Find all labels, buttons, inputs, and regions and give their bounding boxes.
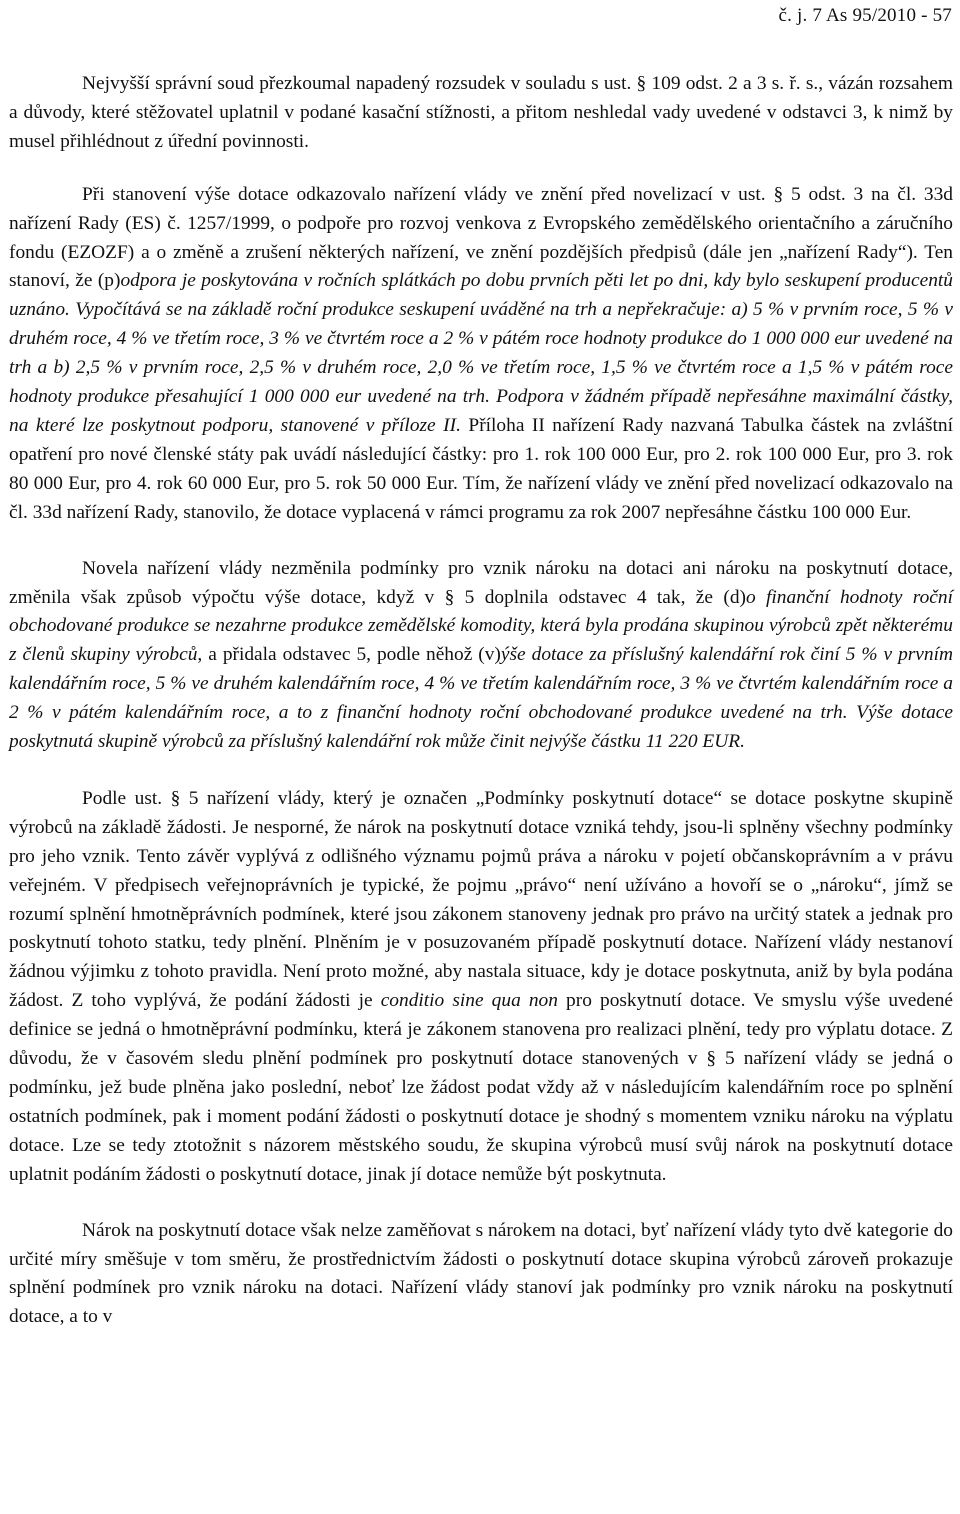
- paragraph-review-scope: [9, 70, 953, 157]
- paragraph-subsidy-amount: [9, 181, 953, 528]
- paragraph-text: Nárok na poskytnutí dotace však nelze zaměňovat s nárokem na dotaci, byť nařízení vlády tyto dvě kategorie do určité míry směšuje v tom směru, že prostřednictvím žádosti o poskytnutí dotace skupina výrobců zároveň prokazuje splnění podmínek pro vznik nároku na dotaci. Nařízení vlády stanoví jak podmínky pro vznik nároku na poskytnutí dotace, a to v: [9, 1219, 953, 1328]
- paragraph-text: Podle ust. § 5 nařízení vlády, který je označen „Podmínky poskytnutí dotace“ se dotace poskytne skupině výrobců na základě žádosti. Je nesporné, že nárok na poskytnutí dotace vzniká tehdy, jsou-li splněny všechny podmínky pro jeho vznik. Tento závěr vyplývá z odlišného významu pojmů práva a nároku v pojetí občanskoprávním a v právu veřejném. V předpisech veřejnoprávních je typické, že pojmu „právo“ není užíváno a hovoří se o „nároku“, jímž se rozumí splnění hmotněprávních podmínek, které jsou zákonem stanoveny jednak pro právo na určitý statek a jednak pro poskytnutí tohoto statku, tedy plnění. Plněním je v posuzovaném případě poskytnutí dotace. Nařízení vlády nestanoví žádnou výjimku z tohoto pravidla. Není proto možné, aby nastala situace, kdy je dotace poskytnuta, aniž by byla podána žádost. Z toho vyplývá, že podání žádosti je: [9, 787, 953, 1012]
- paragraph-claim-distinction: [9, 1217, 953, 1333]
- paragraph-text: Novela nařízení vlády nezměnila podmínky pro vznik nároku na dotaci ani nároku na poskytnutí dotace, změnila však způsob výpočtu výše dotace, když v § 5 doplnila odstavec 4 tak, že (d): [9, 557, 953, 608]
- paragraph-text: Nejvyšší správní soud přezkoumal napadený rozsudek v souladu s ust. § 109 odst. 2 a 3 s. ř. s., vázán rozsahem a důvody, které stěžovatel uplatnil v podané kasační stížnosti, a přitom neshledal vady uvedené v odstavci 3, k nimž by musel přihlédnout z úřední povinnosti.: [9, 73, 953, 152]
- paragraph-text: pro poskytnutí dotace. Ve smyslu výše uvedené definice se jedná o hmotněprávní podmínku, která je zákonem stanovena pro realizaci plnění, tedy pro výplatu dotace. Z důvodu, že v časovém sledu plnění podmínek pro poskytnutí dotace stanovených v § 5 nařízení vlády se jedná o podmínku, jež bude plněna jako poslední, neboť lze žádost podat vždy až v následujícím kalendářním roce po splnění ostatních podmínek, pak i moment podání žádosti o poskytnutí dotace je shodný s momentem vzniku nároku na výplatu dotace. Lze se tedy ztotožnit s názorem městského soudu, že skupina výrobců musí svůj nárok na poskytnutí dotace uplatnit podáním žádosti o poskytnutí dotace, jinak jí dotace nemůže být poskytnuta.: [9, 990, 954, 1185]
- paragraph-text: , a přidala odstavec 5, podle něhož (v): [197, 644, 501, 666]
- quoted-regulation-text: ýše dotace za příslušný kalendářní rok činí 5 % v prvním kalendářním roce, 5 % ve druhém kalendářním roce, 4 % ve třetím kalendářním roce, 3 % ve čtvrtém kalendářním roce a 2 % v pátém kalendářním roce, a to z finanční hodnoty roční obchodované produkce uvedené na trh. Výše dotace poskytnutá skupině výrobců za příslušný kalendářní rok může činit nejvýše částku 11 220 EUR.: [9, 644, 954, 753]
- document-body: [9, 70, 953, 1359]
- latin-phrase: conditio sine qua non: [380, 990, 558, 1012]
- paragraph-amendment: [9, 555, 953, 757]
- paragraph-text: Při stanovení výše dotace odkazovalo nařízení vlády ve znění před novelizací v ust. § 5 odst. 3 na čl. 33d nařízení Rady (ES) č. 1257/1999, o podpoře pro rozvoj venkova z Evropského zemědělského orientačního a záručního fondu (EZOZF) a o změně a zrušení některých nařízení, ve znění pozdějších předpisů (dále jen „nařízení Rady“). Ten stanoví, že (p): [9, 183, 953, 292]
- paragraph-text: Příloha II nařízení Rady nazvaná Tabulka částek na zvláštní opatření pro nové členské státy pak uvádí následující částky: pro 1. rok 100 000 Eur, pro 2. rok 100 000 Eur, pro 3. rok 80 000 Eur, pro 4. rok 60 000 Eur, pro 5. rok 50 000 Eur. Tím, že nařízení vlády ve znění před novelizací odkazovalo na čl. 33d nařízení Rady, stanovilo, že dotace vyplacená v rámci programu za rok 2007 nepřesáhne částku 100 000 Eur.: [9, 414, 953, 523]
- paragraph-entitlement: [9, 785, 953, 1190]
- quoted-regulation-text: odpora je poskytována v ročních splátkách po dobu prvních pěti let po dni, kdy bylo seskupení producentů uznáno. Vypočítává se na základě roční produkce seskupení uváděné na trh a nepřekračuje: a) 5 % v prvním roce, 5 % v druhém roce, 4 % ve třetím roce, 3 % ve čtvrtém roce a 2 % v pátém roce hodnoty produkce do 1 000 000 eur uvedené na trh a b) 2,5 % v prvním roce, 2,5 % v druhém roce, 2,0 % ve třetím roce, 1,5 % ve čtvrtém roce a 1,5 % v pátém roce hodnoty produkce přesahující 1 000 000 eur uvedené na trh. Podpora v žádném případě nepřesáhne maximální částky, na které lze poskytnout podporu, stanovené v příloze II.: [9, 270, 953, 436]
- case-reference: č. j. 7 As 95/2010 - 57: [778, 5, 952, 26]
- quoted-regulation-text: o finanční hodnoty roční obchodované produkce se nezahrne produkce zemědělské komodity, která byla prodána skupinou výrobců zpět některému z členů skupiny výrobců: [9, 586, 953, 666]
